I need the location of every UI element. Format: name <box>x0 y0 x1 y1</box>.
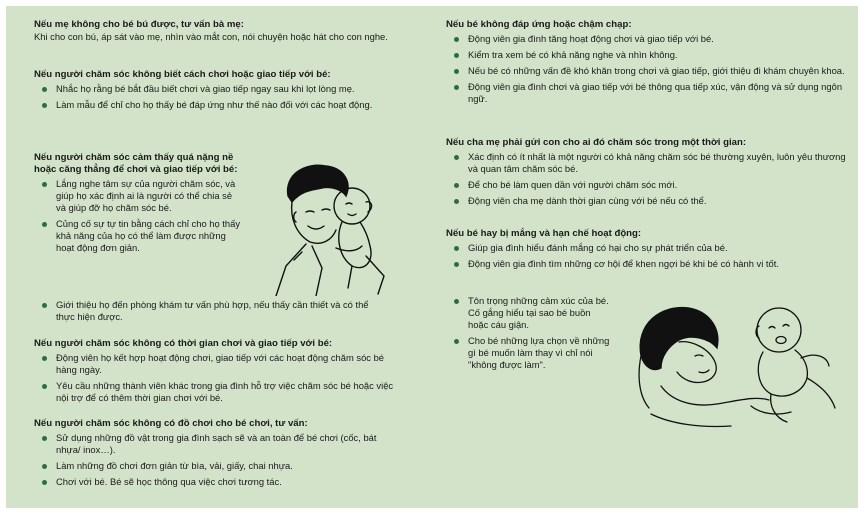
list-item: Làm những đồ chơi đơn giản từ bìa, vải, giấy, chai nhựa. <box>34 460 394 472</box>
section-left-with-caregiver <box>446 137 846 211</box>
list-item: Cho bé những lựa chọn về những gì bé muốn làm thay vì chỉ nói "không được làm". <box>446 335 611 371</box>
bullet-icon <box>454 339 459 344</box>
section-heading: Nếu người chăm sóc không biết cách chơi hoặc giao tiếp với bé: <box>34 69 331 80</box>
mother-playing-with-child-illustration <box>631 296 846 431</box>
list-item: Sử dụng những đồ vật trong gia đình sạch sẽ và an toàn để bé chơi (cốc, bát nhựa/ inox…). <box>34 432 394 456</box>
list-item: Làm mẫu để chỉ cho họ thấy bé đáp ứng như thế nào đối với các hoạt động. <box>34 99 429 111</box>
list-item: Động viên gia đình tìm những cơ hội để khen ngợi bé khi bé có hành vi tốt. <box>446 258 846 270</box>
bullet-icon <box>42 87 47 92</box>
section-heading: Nếu người chăm sóc cảm thấy quá nặng nề hoặc căng thẳng để chơi và giao tiếp với bé: <box>34 152 238 175</box>
list-item: Giúp gia đình hiểu đánh mắng có hại cho sự phát triển của bé. <box>446 242 846 254</box>
bullet-icon <box>42 384 47 389</box>
father-holding-child-illustration <box>266 156 416 296</box>
list-item: Chơi với bé. Bé sẽ học thông qua việc chơi tương tác. <box>34 476 394 488</box>
bullet-icon <box>454 246 459 251</box>
section-caregiver-stressed <box>34 152 244 258</box>
document-panel <box>6 6 858 508</box>
bullet-icon <box>42 464 47 469</box>
bullet-icon <box>42 103 47 108</box>
bullet-icon <box>454 53 459 58</box>
list-item: Củng cố sự tự tin bằng cách chỉ cho họ thấy khả năng của họ có thể làm được những hoạt động đơn giản. <box>34 218 244 254</box>
bullet-icon <box>454 69 459 74</box>
bullet-icon <box>42 480 47 485</box>
section-heading: Nếu người chăm sóc không có đồ chơi cho bé chơi, tư vấn: <box>34 418 308 429</box>
section-heading: Nếu mẹ không cho bé bú được, tư vấn bà mẹ: <box>34 19 244 30</box>
list-item: Nếu bé có những vấn đề khó khăn trong chơi và giao tiếp, giới thiệu đi khám chuyên khoa. <box>446 65 846 77</box>
bullet-icon <box>454 199 459 204</box>
bullet-icon <box>454 299 459 304</box>
top-strip <box>0 0 864 4</box>
section-caregiver-stressed-cont <box>34 299 374 327</box>
list-item: Động viên cha mẹ dành thời gian cùng với bé nếu có thể. <box>446 195 846 207</box>
bullet-icon <box>454 262 459 267</box>
list-item: Giới thiệu họ đến phòng khám tư vấn phù hợp, nếu thấy cần thiết và có thể thực hiện được. <box>34 299 374 323</box>
list-item: Nhắc họ rằng bé bắt đầu biết chơi và giao tiếp ngay sau khi lọt lòng mẹ. <box>34 83 429 95</box>
bullet-icon <box>42 303 47 308</box>
section-scolded <box>446 228 846 274</box>
section-slow-response <box>446 19 846 109</box>
list-item: Để cho bé làm quen dần với người chăm sóc mới. <box>446 179 846 191</box>
section-no-time <box>34 338 394 408</box>
bullet-icon <box>454 37 459 42</box>
bullet-icon <box>42 182 47 187</box>
section-intro: Khi cho con bú, áp sát vào mẹ, nhìn vào mắt con, nói chuyện hoặc hát cho con nghe. <box>34 31 388 42</box>
section-heading: Nếu người chăm sóc không có thời gian chơi và giao tiếp với bé: <box>34 338 333 349</box>
bullet-icon <box>42 436 47 441</box>
bullet-icon <box>454 155 459 160</box>
section-heading: Nếu bé hay bị mắng và hạn chế hoạt động: <box>446 228 642 239</box>
list-item: Động viên họ kết hợp hoạt động chơi, giao tiếp với các hoạt động chăm sóc bé hàng ngày. <box>34 352 394 376</box>
list-item: Xác định có ít nhất là một người có khả năng chăm sóc bé thường xuyên, luôn yêu thương và quan tâm chăm sóc bé. <box>446 151 846 175</box>
bullet-icon <box>454 183 459 188</box>
list-item: Yêu cầu những thành viên khác trong gia đình hỗ trợ việc chăm sóc bé hoặc việc nội trợ để có thêm thời gian chơi với bé. <box>34 380 394 404</box>
list-item: Kiểm tra xem bé có khả năng nghe và nhìn không. <box>446 49 846 61</box>
list-item: Tôn trọng những cảm xúc của bé. Cố gắng hiểu tại sao bé buồn hoặc cáu giận. <box>446 295 611 331</box>
section-cannot-breastfeed <box>34 19 394 43</box>
section-scolded-cont <box>446 295 611 375</box>
bullet-icon <box>42 222 47 227</box>
list-item: Lắng nghe tâm sự của người chăm sóc, và giúp họ xác định ai là người có thể chia sẻ và giúp đỡ họ chăm sóc bé. <box>34 178 244 214</box>
list-item: Động viên gia đình chơi và giao tiếp với bé thông qua tiếp xúc, vận động và sử dụng ngôn ngữ. <box>446 81 846 105</box>
section-caregiver-unsure <box>34 69 429 115</box>
bullet-icon <box>454 85 459 90</box>
bullet-icon <box>42 356 47 361</box>
section-no-toys <box>34 418 394 492</box>
section-heading: Nếu cha mẹ phải gửi con cho ai đó chăm sóc trong một thời gian: <box>446 137 747 148</box>
section-heading: Nếu bé không đáp ứng hoặc chậm chạp: <box>446 19 632 30</box>
list-item: Động viên gia đình tăng hoạt động chơi và giao tiếp với bé. <box>446 33 846 45</box>
